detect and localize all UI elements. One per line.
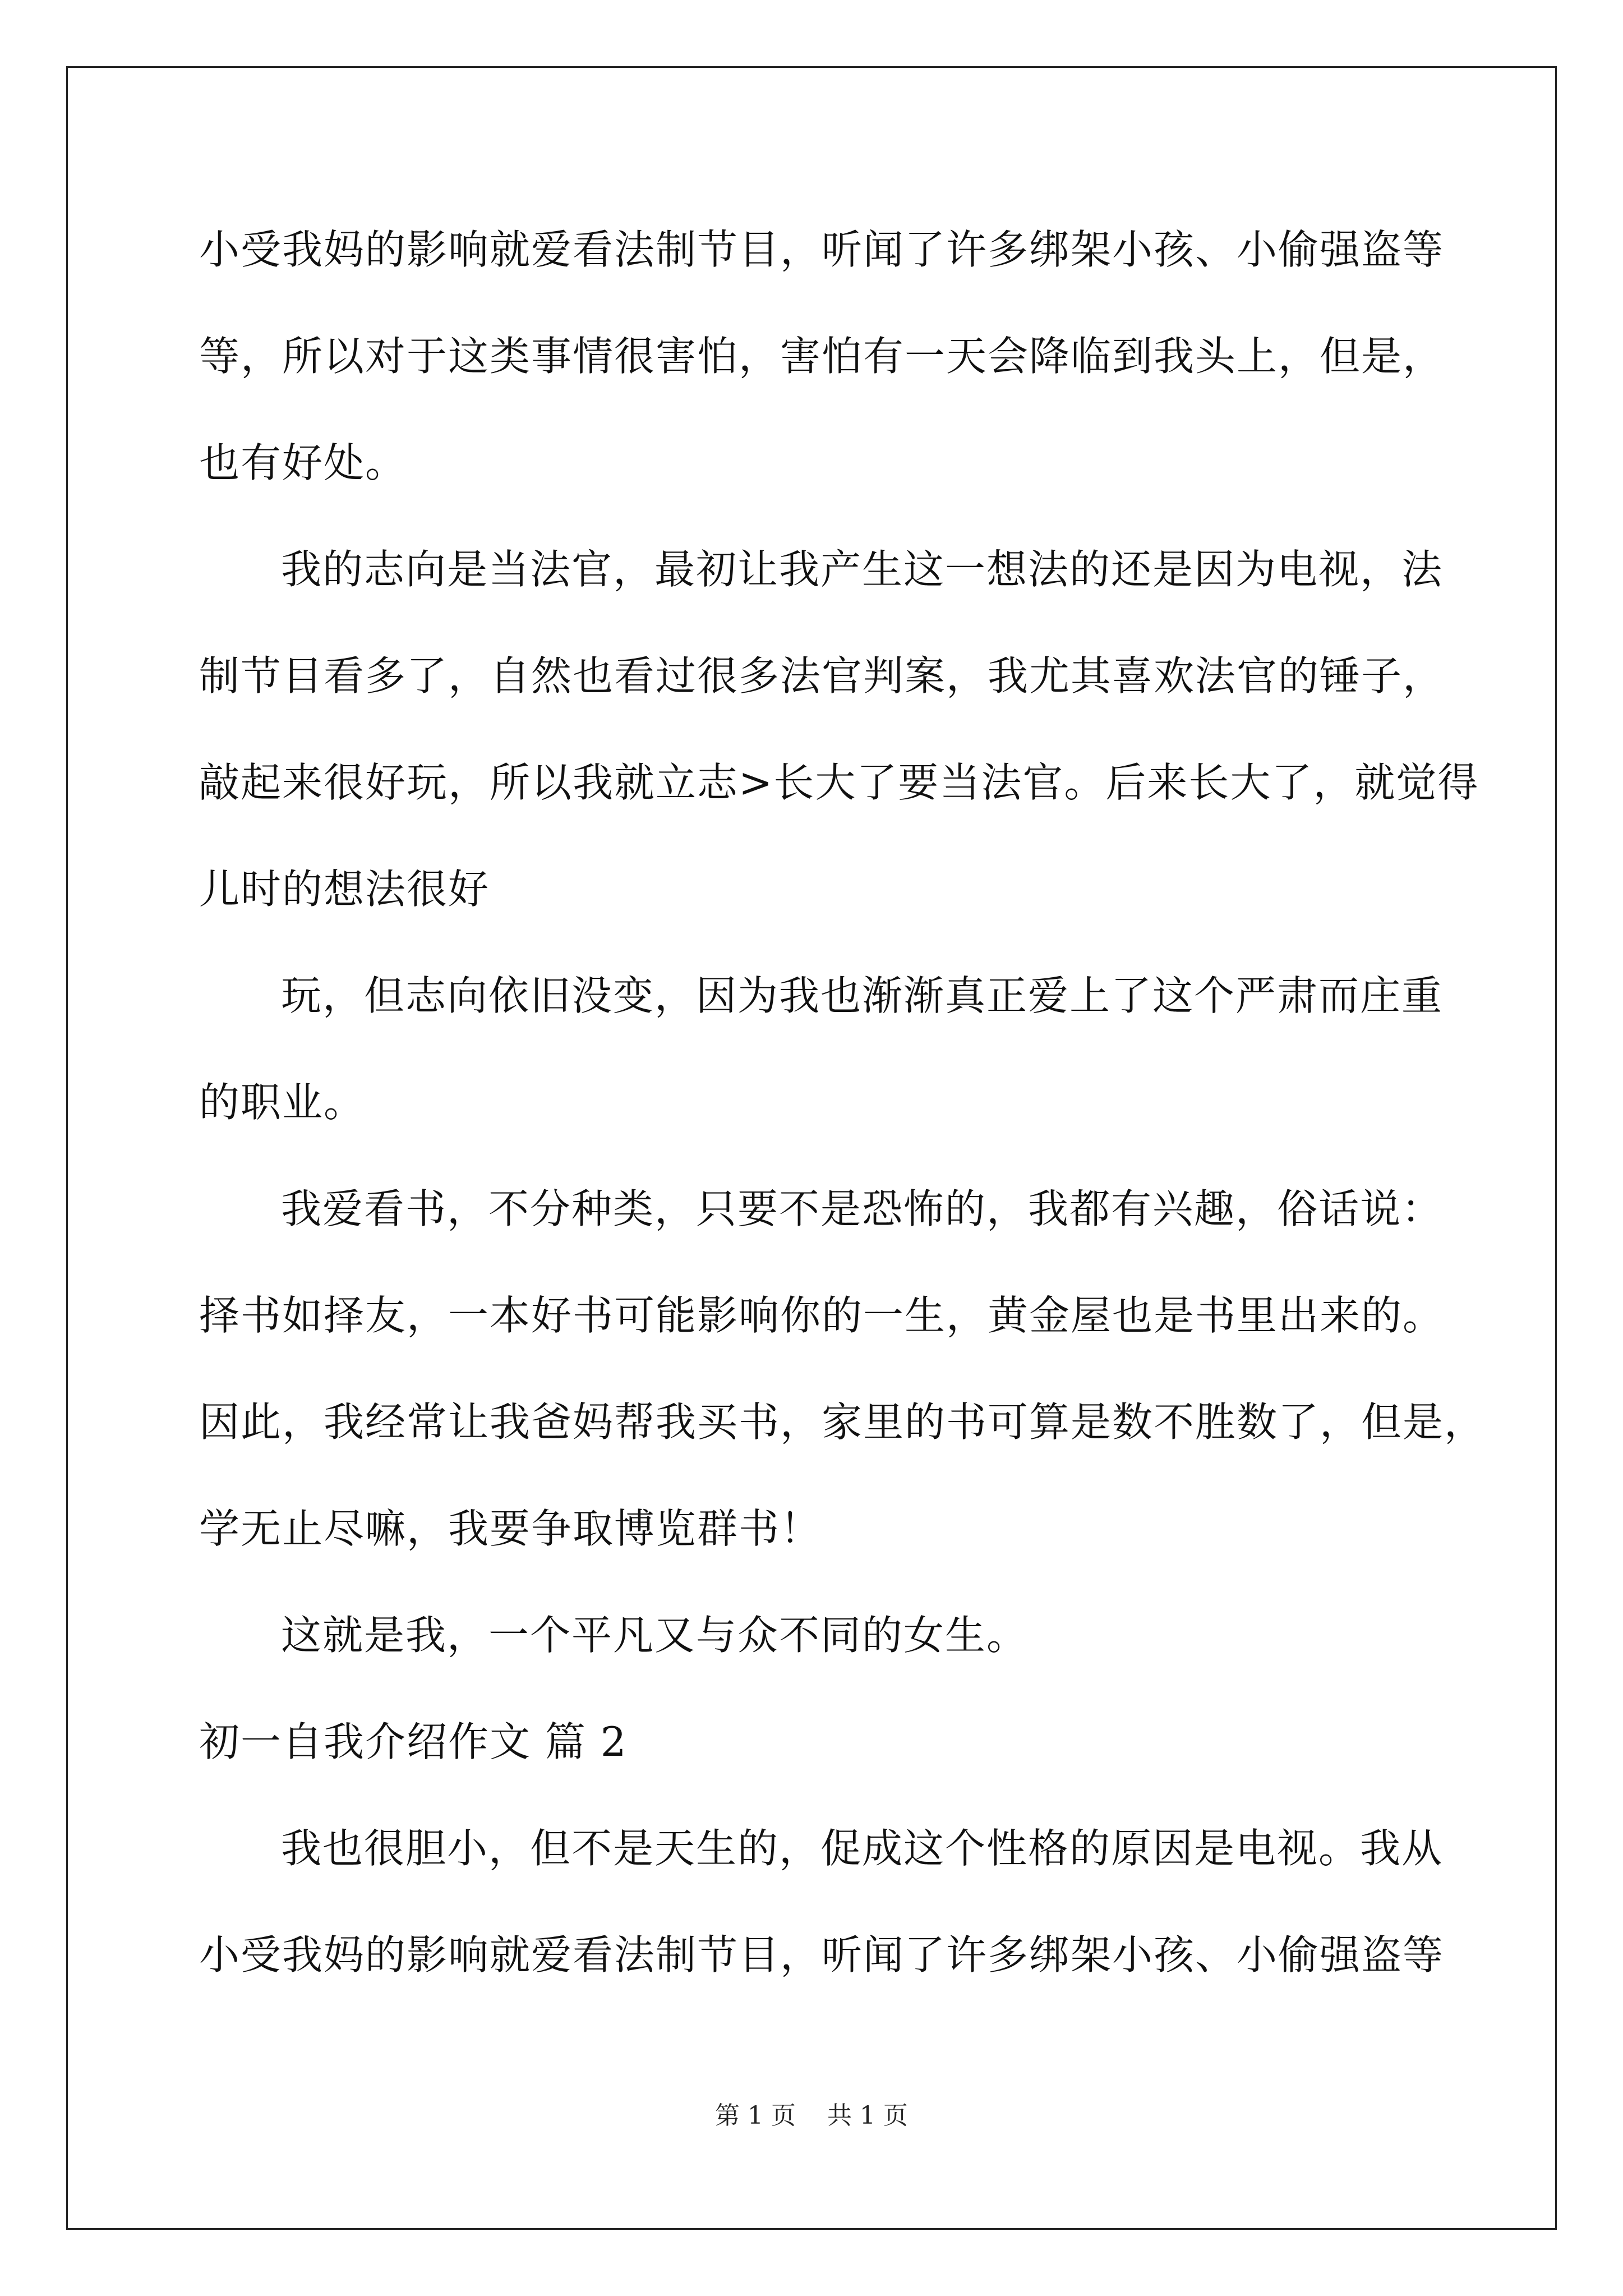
text-line-16: 我也很胆小，但不是天生的，促成这个性格的原因是电视。我从 <box>281 1825 1444 1872</box>
text-line-3: 也有好处。 <box>199 439 407 486</box>
text-line-17: 小受我妈的影响就爱看法制节目，听闻了许多绑架小孩、小偷强盗等 <box>199 1931 1445 1978</box>
text-line-7: 儿时的想法很好 <box>199 866 490 913</box>
text-line-1: 小受我妈的影响就爱看法制节目，听闻了许多绑架小孩、小偷强盗等 <box>199 226 1445 273</box>
text-line-9: 的职业。 <box>199 1079 366 1126</box>
text-line-13: 学无止尽嘛，我要争取博览群书！ <box>199 1505 822 1552</box>
text-line-6: 敲起来很好玩，所以我就立志>长大了要当法官。后来长大了，就觉得 <box>199 759 1479 806</box>
text-line-2: 等，所以对于这类事情很害怕，害怕有一天会降临到我头上，但是， <box>199 333 1445 380</box>
text-line-8: 玩，但志向依旧没变，因为我也渐渐真正爱上了这个严肃而庄重 <box>281 972 1444 1019</box>
text-line-4: 我的志向是当法官，最初让我产生这一想法的还是因为电视，法 <box>281 546 1444 593</box>
text-line-12: 因此，我经常让我爸妈帮我买书，家里的书可算是数不胜数了，但是， <box>199 1398 1486 1446</box>
text-line-10: 我爱看书，不分种类，只要不是恐怖的，我都有兴趣，俗话说： <box>281 1185 1444 1232</box>
text-line-14: 这就是我，一个平凡又与众不同的女生。 <box>281 1612 1029 1659</box>
page-footer: 第 1 页 共 1 页 <box>715 2101 908 2130</box>
text-line-5: 制节目看多了，自然也看过很多法官判案，我尤其喜欢法官的锤子， <box>199 652 1445 700</box>
text-line-11: 择书如择友，一本好书可能影响你的一生，黄金屋也是书里出来的。 <box>199 1292 1445 1339</box>
document-body <box>199 208 1486 2019</box>
section-heading: 初一自我介绍作文 篇 2 <box>199 1718 628 1765</box>
